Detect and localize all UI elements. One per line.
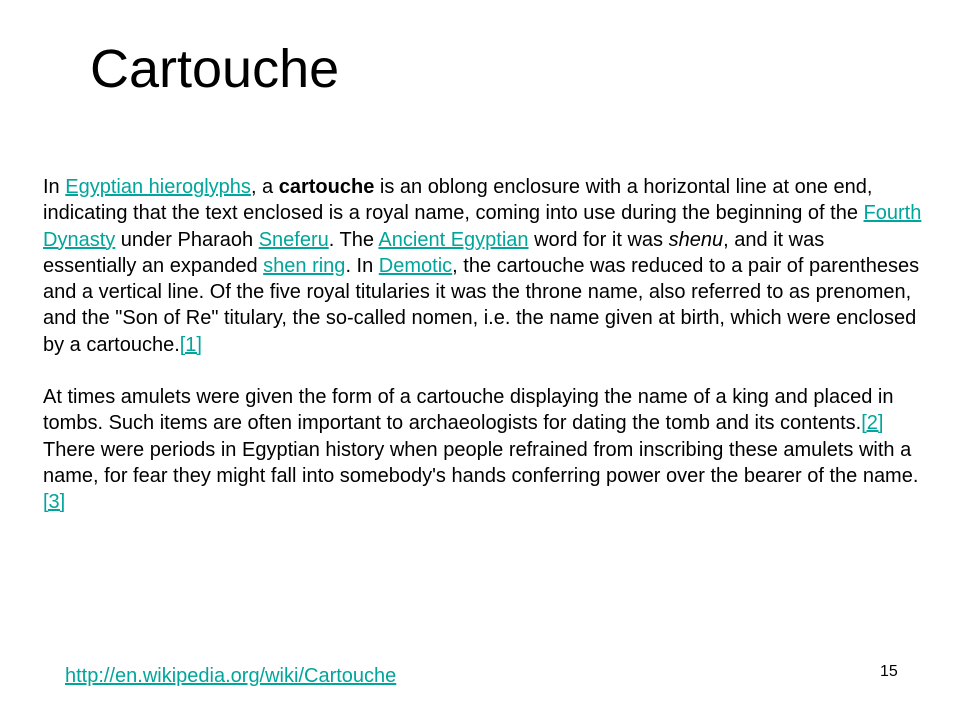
reference-link-3[interactable]: [3] — [43, 491, 66, 514]
reference-link-1[interactable]: [1] — [179, 333, 202, 356]
text-segment: . In — [345, 254, 379, 277]
term-shenu: shenu — [668, 228, 724, 251]
link-fourth-dynasty[interactable]: Fourth Dynasty — [43, 202, 922, 251]
term-cartouche: cartouche — [278, 176, 375, 198]
slide-number: 15 — [880, 663, 898, 680]
link-sneferu[interactable]: Sneferu — [258, 228, 329, 251]
text-segment: , a — [250, 176, 279, 198]
text-segment: word for it was — [528, 228, 669, 251]
link-demotic[interactable]: Demotic — [378, 254, 453, 277]
slide-body — [43, 174, 923, 516]
link-shen-ring[interactable]: shen ring — [263, 254, 346, 277]
text-segment: under Pharaoh — [115, 228, 259, 251]
source-link[interactable]: http://en.wikipedia.org/wiki/Cartouche — [65, 665, 397, 687]
text-segment: . The — [328, 228, 379, 251]
slide-title: Cartouche — [90, 39, 340, 99]
text-segment: is an oblong enclosure with a horizontal line at one end, indicating that the text enclosed is a royal name, coming into use during the beginning of the — [43, 176, 873, 225]
paragraph-2 — [43, 384, 923, 515]
text-segment: , and it was essentially an expanded — [43, 228, 825, 277]
text-segment: There were periods in Egyptian history when people refrained from inscribing these amulets with a name, for fear they might fall into somebody's hands conferring power over the bearer of the name. — [43, 438, 919, 487]
text-segment: In — [43, 176, 66, 198]
reference-link-2[interactable]: [2] — [861, 412, 884, 435]
link-ancient-egyptian[interactable]: Ancient Egyptian — [378, 228, 529, 251]
text-segment: At times amulets were given the form of a cartouche displaying the name of a king and placed in tombs. Such items are often important to archaeologists for dating the tomb and its contents. — [43, 386, 894, 435]
text-segment: , the cartouche was reduced to a pair of parentheses and a vertical line. Of the five royal titularies it was the throne name, also referred to as prenomen, and the "Son of Re" titulary, the so-called nomen, i.e. the name given at birth, which were enclosed by a cartouche. — [43, 254, 920, 356]
link-egyptian-hieroglyphs[interactable]: Egyptian hieroglyphs — [65, 176, 251, 198]
paragraph-1 — [43, 174, 923, 358]
